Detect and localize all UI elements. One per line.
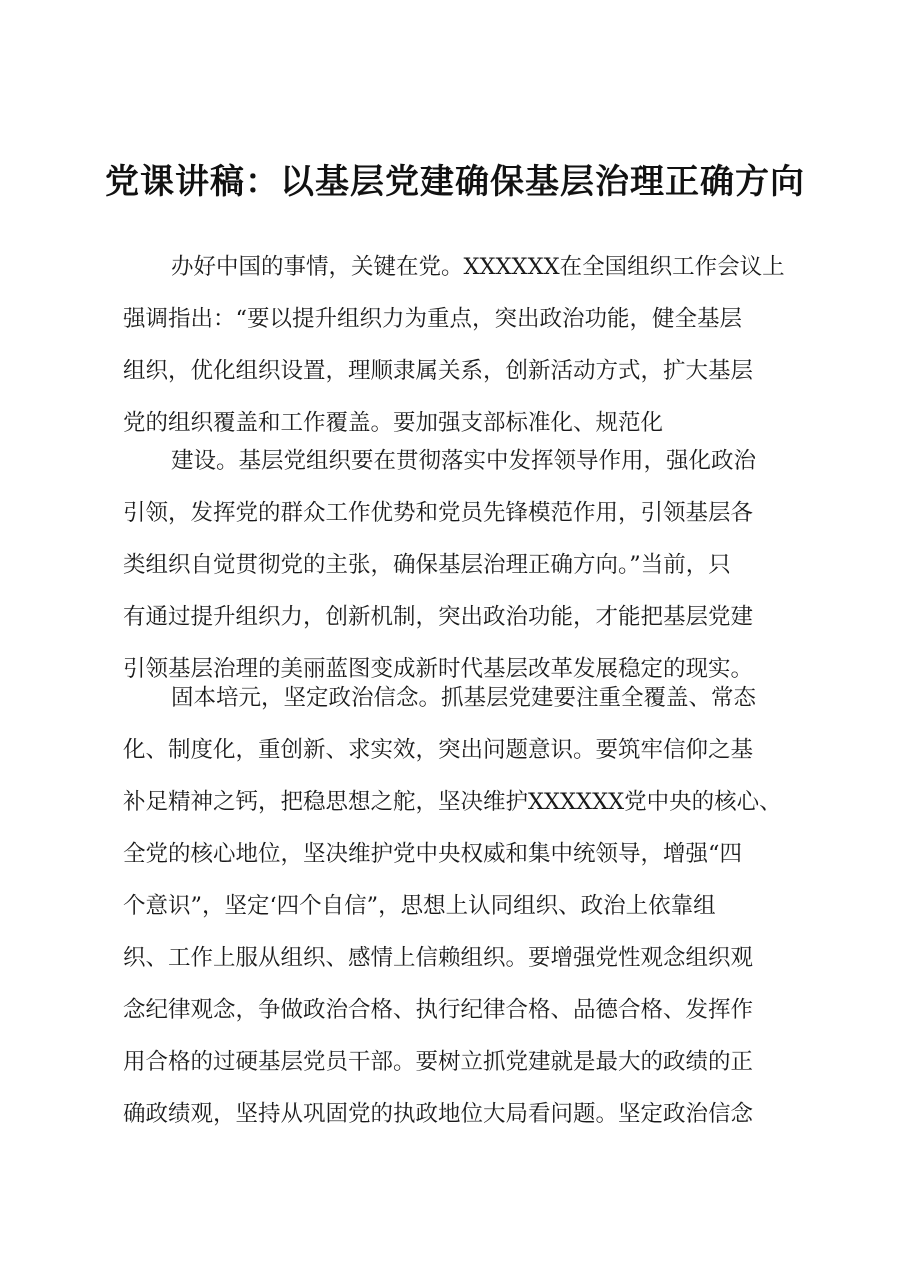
text-line: 党的组织覆盖和工作覆盖。要加强支部标准化、规范化 bbox=[123, 410, 664, 436]
paragraph-3 bbox=[123, 672, 813, 1140]
paragraph-2 bbox=[123, 435, 813, 695]
text-line: 组织，优化组织设置，理顺隶属关系，创新活动方式，扩大基层 bbox=[123, 358, 754, 384]
text-line: 办好中国的事情，关键在党。XXXXXX在全国组织工作会议上 bbox=[171, 254, 785, 280]
text-line: 引领基层治理的美丽蓝图变成新时代基层改革发展稳定的现实。 bbox=[123, 656, 754, 682]
text-line: 全党的核心地位，坚决维护党中央权威和集中统领导，增强“四 bbox=[123, 841, 743, 867]
text-line: 补足精神之钙，把稳思想之舵，坚决维护XXXXXX党中央的核心、 bbox=[123, 789, 782, 815]
text-line: 织、工作上服从组织、感情上信赖组织。要增强党性观念组织观 bbox=[123, 945, 754, 971]
text-line: 个意识”，坚定‘四个自信”，思想上认同组织、政治上依靠组 bbox=[123, 893, 716, 919]
text-line: 强调指出：“要以提升组织力为重点，突出政治功能，健全基层 bbox=[123, 306, 743, 332]
text-line: 类组织自觉贯彻党的主张，确保基层治理正确方向。”当前，只 bbox=[123, 552, 731, 578]
text-line: 引领，发挥党的群众工作优势和党员先锋模范作用，引领基层各 bbox=[123, 500, 754, 526]
text-line: 用合格的过硬基层党员干部。要树立抓党建就是最大的政绩的正 bbox=[123, 1049, 754, 1075]
text-line: 念纪律观念，争做政治合格、执行纪律合格、品德合格、发挥作 bbox=[123, 997, 754, 1023]
text-line: 确政绩观，坚持从巩固党的执政地位大局看问题。坚定政治信念 bbox=[123, 1101, 754, 1127]
text-line: 化、制度化，重创新、求实效，突出问题意识。要筑牢信仰之基 bbox=[123, 737, 754, 763]
document-title: 党课讲稿：以基层党建确保基层治理正确方向 bbox=[105, 162, 805, 202]
text-line: 建设。基层党组织要在贯彻落实中发挥领导作用，强化政治 bbox=[171, 448, 757, 474]
text-line: 固本培元，坚定政治信念。抓基层党建要注重全覆盖、常态 bbox=[171, 685, 757, 711]
paragraph-1 bbox=[123, 241, 813, 449]
text-line: 有通过提升组织力，创新机制，突出政治功能，才能把基层党建 bbox=[123, 604, 754, 630]
